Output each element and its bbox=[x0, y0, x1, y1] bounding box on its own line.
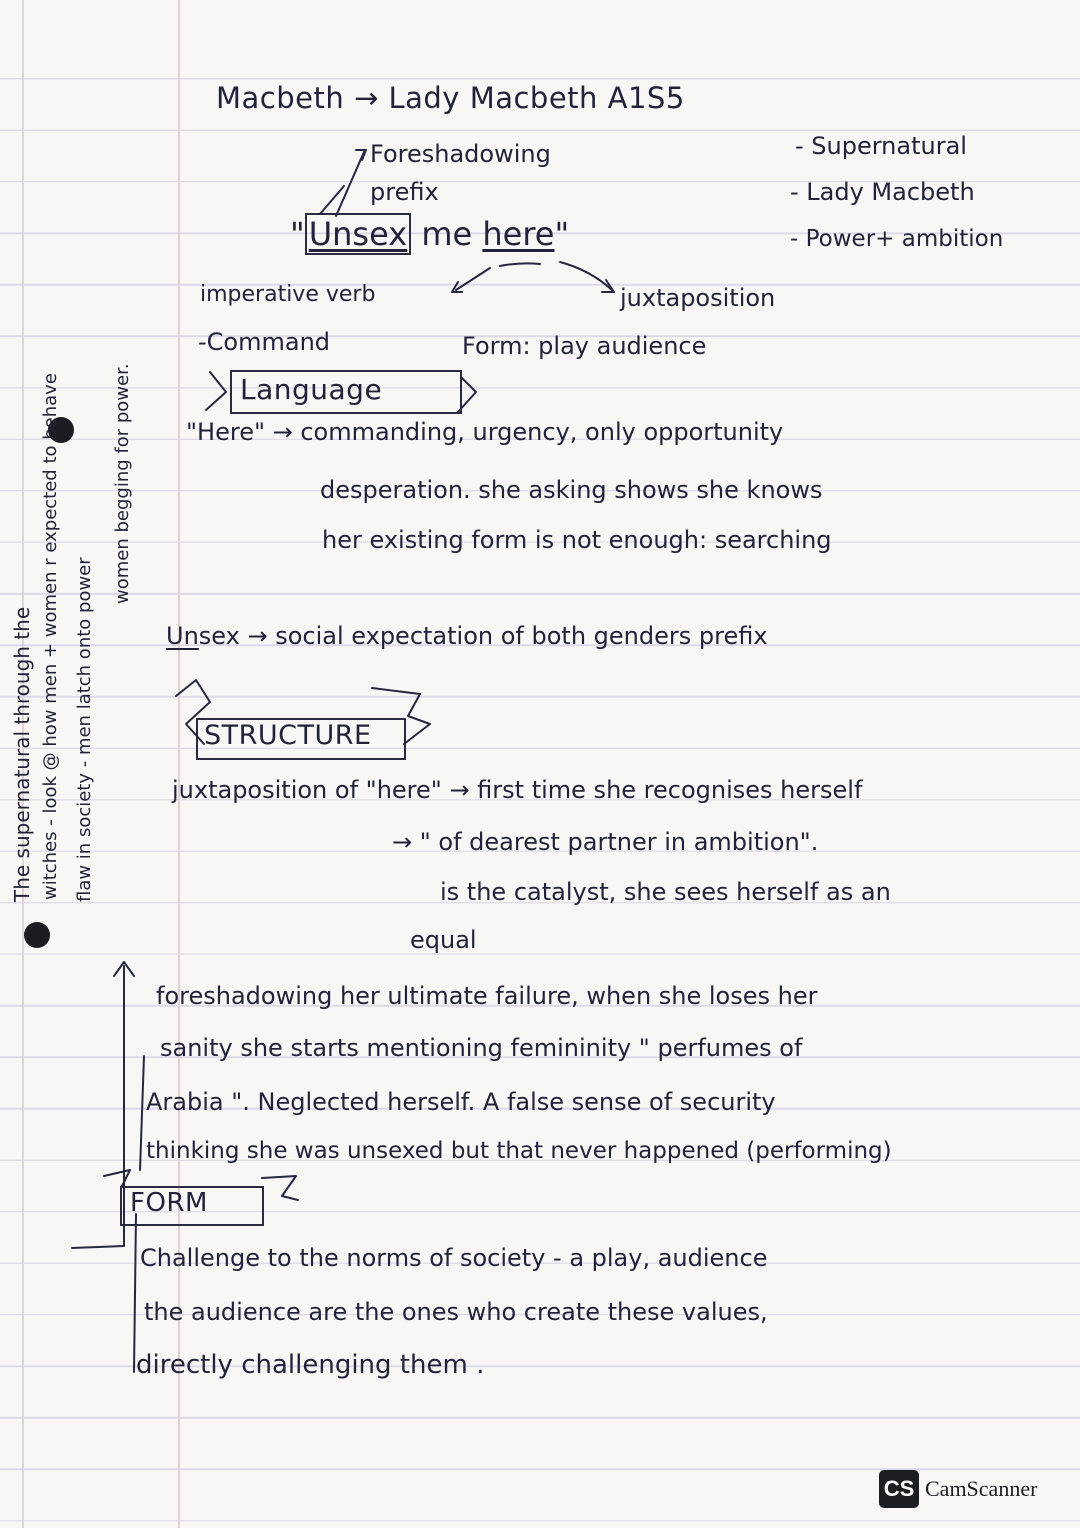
camscanner-logo-text: CamScanner bbox=[925, 1476, 1038, 1501]
language-heading: Language bbox=[240, 373, 383, 406]
annotation-imperative-verb: imperative verb bbox=[200, 282, 376, 307]
page-title: Macbeth → Lady Macbeth A1S5 bbox=[216, 81, 685, 115]
theme-item-lady-macbeth: - Lady Macbeth bbox=[790, 178, 975, 206]
quote-word-unsex: Unsex bbox=[305, 213, 411, 255]
language-note-line-2: desperation. she asking shows she knows bbox=[320, 476, 823, 504]
annotation-juxtaposition: juxtaposition bbox=[620, 284, 776, 312]
quote-open-mark: " bbox=[290, 215, 305, 253]
structure-heading: STRUCTURE bbox=[204, 720, 372, 751]
annotation-prefix: prefix bbox=[370, 178, 439, 206]
form-heading: FORM bbox=[130, 1188, 208, 1218]
quote-close-mark: " bbox=[554, 215, 570, 253]
form-note-line-2: the audience are the ones who create these values, bbox=[144, 1298, 768, 1326]
structure-note-line-6: sanity she starts mentioning femininity " perfumes of bbox=[160, 1034, 803, 1062]
side-note-1: The supernatural through the bbox=[10, 606, 34, 902]
side-note-4: women begging for power. bbox=[112, 363, 133, 604]
structure-note-line-2: → " of dearest partner in ambition". bbox=[392, 828, 819, 856]
language-note-line-1: "Here" → commanding, urgency, only opportunity bbox=[186, 418, 784, 446]
quote-word-me: me bbox=[411, 215, 483, 253]
language-note-line-3: her existing form is not enough: searching bbox=[322, 526, 832, 554]
quote-word-here: here bbox=[482, 215, 555, 253]
structure-note-line-3: is the catalyst, she sees herself as an bbox=[440, 878, 891, 906]
side-note-3: flaw in society - men latch onto power bbox=[74, 557, 95, 902]
structure-note-line-8: thinking she was unsexed but that never happened (performing) bbox=[146, 1138, 892, 1164]
theme-item-power-ambition: - Power+ ambition bbox=[790, 226, 1004, 252]
structure-note-line-1: juxtaposition of "here" → first time she recognises herself bbox=[172, 776, 863, 804]
camscanner-watermark bbox=[879, 1470, 1037, 1508]
unsex-note-text: → social expectation of both genders prefix bbox=[239, 622, 768, 650]
annotation-command: -Command bbox=[198, 328, 331, 356]
form-note-line-3: directly challenging them . bbox=[136, 1350, 485, 1380]
unsex-rest: sex bbox=[198, 622, 240, 650]
structure-note-line-4: equal bbox=[410, 926, 477, 954]
structure-note-line-5: foreshadowing her ultimate failure, when she loses her bbox=[156, 982, 818, 1010]
camscanner-logo-icon: CS bbox=[879, 1470, 919, 1508]
annotation-foreshadowing: Foreshadowing bbox=[370, 140, 551, 168]
structure-note-line-7: Arabia ". Neglected herself. A false sense of security bbox=[146, 1088, 776, 1116]
theme-item-supernatural: - Supernatural bbox=[795, 132, 967, 160]
form-note-line-1: Challenge to the norms of society - a play, audience bbox=[140, 1244, 768, 1272]
side-note-2: witches - look @ how men + women r expected to behave bbox=[40, 373, 61, 900]
unsex-prefix: Un bbox=[166, 622, 199, 650]
annotation-form-play-audience: Form: play audience bbox=[462, 332, 707, 360]
